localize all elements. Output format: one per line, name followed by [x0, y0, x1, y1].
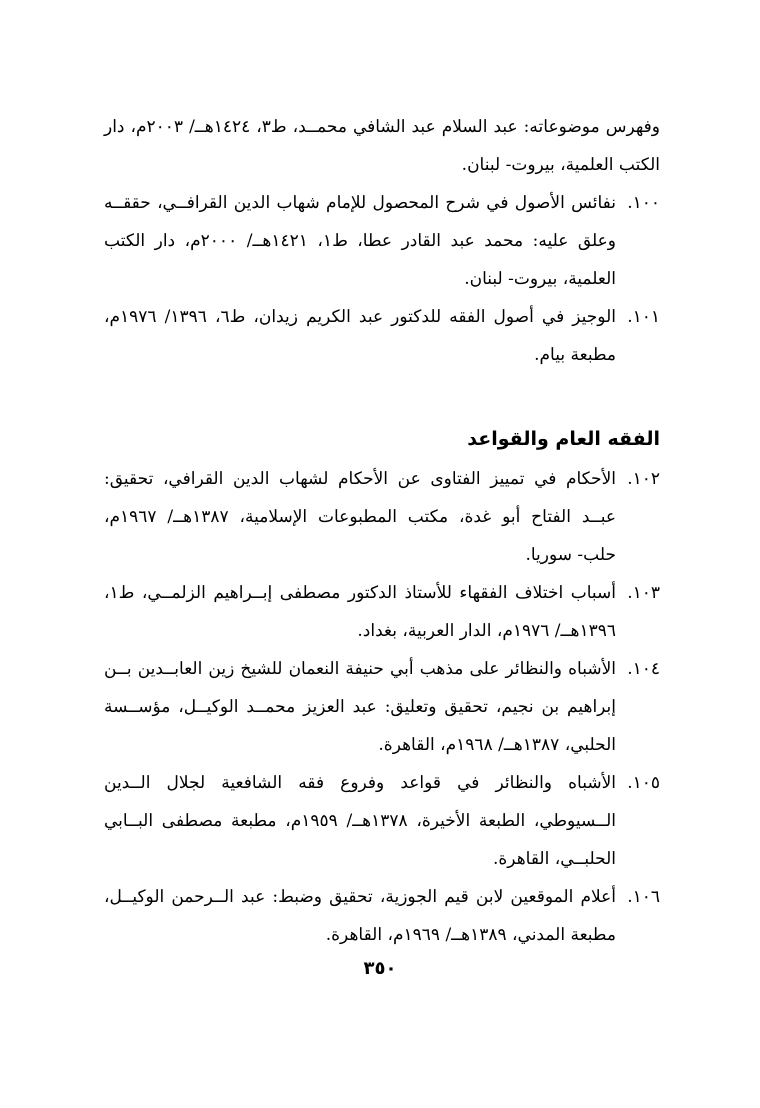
bibliography-entry-continuation [104, 108, 660, 184]
entry-number: ١٠١. [627, 307, 660, 327]
bibliography-entry-100 [104, 184, 660, 298]
section-heading: الفقه العام والقواعد [467, 428, 660, 450]
entry-number: ١٠٣. [627, 583, 660, 603]
entry-number: ١٠٢. [627, 469, 660, 489]
bibliography-entry-101 [104, 298, 660, 374]
bibliography-content [104, 108, 660, 954]
bibliography-entry-102 [104, 460, 660, 574]
entry-text: الأشباه والنظائر في قواعد وفروع فقه الشافعية لجلال الــدين الــسيوطي، الطبعة الأخيرة، ١٣٧٨هــ/ ١٩٥٩م، مطبعة مصطفى البــابي الحلبــي، القاهرة. [104, 773, 616, 869]
entry-text: نفائس الأصول في شرح المحصول للإمام شهاب الدين القرافــي، حققــه وعلق عليه: محمد عبد القادر عطا، ط١، ١٤٢١هــ/ ٢٠٠٠م، دار الكتب العلمية، بيروت- لبنان. [104, 193, 617, 289]
entry-text: الأشباه والنظائر على مذهب أبي حنيفة النعمان للشيخ زين العابــدين بــن إبراهيم بن نجيم، تحقيق وتعليق: عبد العزيز محمــد الوكيــل، مؤســسة الحلبي، ١٣٨٧هــ/ ١٩٦٨م، القاهرة. [104, 659, 616, 755]
entry-text: الأحكام في تمييز الفتاوى عن الأحكام لشهاب الدين القرافي، تحقيق: عبــد الفتاح أبو غدة، مكتب المطبوعات الإسلامية، ١٣٨٧هــ/ ١٩٦٧م، حلب- سوريا. [104, 469, 616, 565]
entry-text: وفهرس موضوعاته: عبد السلام عبد الشافي محمــد، ط٣، ١٤٢٤هــ/ ٢٠٠٣م، دار الكتب العلمية، بيروت- لبنان. [104, 117, 661, 175]
bibliography-entry-106 [104, 878, 660, 954]
entry-text: الوجيز في أصول الفقه للدكتور عبد الكريم زيدان، ط٦، ١٣٩٦/ ١٩٧٦م، مطبعة بيام. [104, 307, 616, 365]
entry-text: أسباب اختلاف الفقهاء للأستاذ الدكتور مصطفى إبــراهيم الزلمــي، ط١، ١٣٩٦هــ/ ١٩٧٦م، الدار العربية، بغداد. [104, 583, 616, 641]
bibliography-entry-105 [104, 764, 660, 878]
bibliography-entry-103 [104, 574, 660, 650]
entry-text: أعلام الموقعين لابن قيم الجوزية، تحقيق وضبط: عبد الــرحمن الوكيــل، مطبعة المدني، ١٣٨٩هــ/ ١٩٦٩م، القاهرة. [104, 887, 616, 945]
entry-number: ١٠٥. [627, 773, 660, 793]
entry-number: ١٠٤. [627, 659, 660, 679]
entry-number: ١٠٦. [627, 887, 660, 907]
bibliography-entry-104 [104, 650, 660, 764]
page-number: ٣٥٠ [363, 958, 397, 979]
entry-number: ١٠٠. [627, 193, 660, 213]
